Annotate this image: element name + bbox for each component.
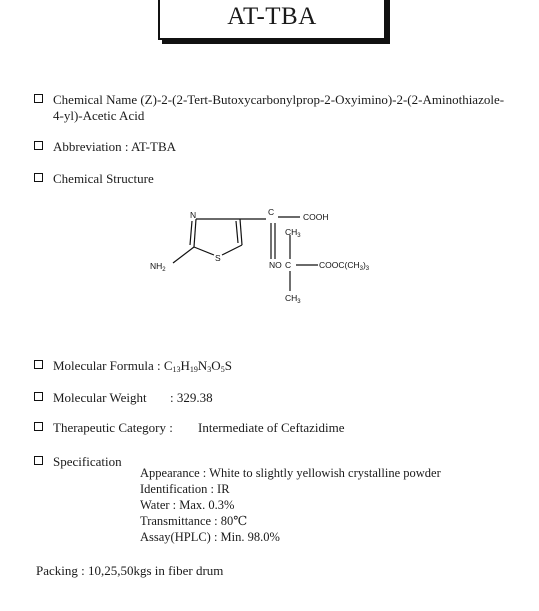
atom-no: NO bbox=[269, 260, 282, 270]
checkbox-icon bbox=[34, 173, 43, 182]
atom-s-ring: S bbox=[215, 253, 221, 263]
specification-label: Specification bbox=[53, 454, 122, 469]
molecular-formula: Molecular Formula : $C_{13}H_{19}N_3O_5S$ bbox=[53, 358, 232, 374]
spec-assay: Assay(HPLC) : Min. 98.0% bbox=[140, 530, 280, 544]
checkbox-icon bbox=[34, 360, 43, 369]
title-box bbox=[158, 0, 386, 40]
therapeutic-category-label: Therapeutic Category : bbox=[53, 420, 173, 435]
ch3-bottom: $CH_3$ bbox=[285, 293, 301, 305]
atom-n-ring: N bbox=[190, 210, 197, 220]
chemical-name-line2: 4-yl)-Acetic Acid bbox=[53, 108, 145, 123]
abbreviation-text: Abbreviation : AT-TBA bbox=[53, 139, 177, 154]
spec-appearance: Appearance : White to slightly yellowish crystalline powder bbox=[140, 466, 441, 480]
checkbox-icon bbox=[34, 141, 43, 150]
chemical-structure-diagram bbox=[140, 205, 400, 305]
checkbox-icon bbox=[34, 94, 43, 103]
therapeutic-category-value: Intermediate of Ceftazidime bbox=[198, 420, 345, 435]
atom-c-center: C bbox=[268, 207, 275, 217]
page-title: AT-TBA bbox=[227, 3, 317, 30]
ch3-top: $CH_3$ bbox=[285, 227, 301, 239]
packing-text: Packing : 10,25,50kgs in fiber drum bbox=[36, 563, 224, 578]
spec-water: Water : Max. 0.3% bbox=[140, 498, 235, 512]
checkbox-icon bbox=[34, 392, 43, 401]
checkbox-icon bbox=[34, 422, 43, 431]
molecular-weight-value: : 329.38 bbox=[170, 390, 213, 405]
atom-nh2: $NH_2$ bbox=[150, 261, 166, 273]
checkbox-icon bbox=[34, 456, 43, 465]
chemical-name-line1: Chemical Name (Z)-2-(2-Tert-Butoxycarbonylprop-2-Oxyimino)-2-(2-Aminothiazole- bbox=[53, 92, 505, 107]
ester-group: $COOC(CH_3)_3$ bbox=[319, 260, 370, 272]
atom-c-quat: C bbox=[285, 260, 292, 270]
cooh-group: COOH bbox=[303, 212, 329, 222]
spec-identification: Identification : IR bbox=[140, 482, 230, 496]
molecular-weight-label: Molecular Weight bbox=[53, 390, 147, 405]
spec-transmittance: Transmittance : 80℃ bbox=[140, 514, 248, 528]
chemical-structure-label: Chemical Structure bbox=[53, 171, 154, 186]
